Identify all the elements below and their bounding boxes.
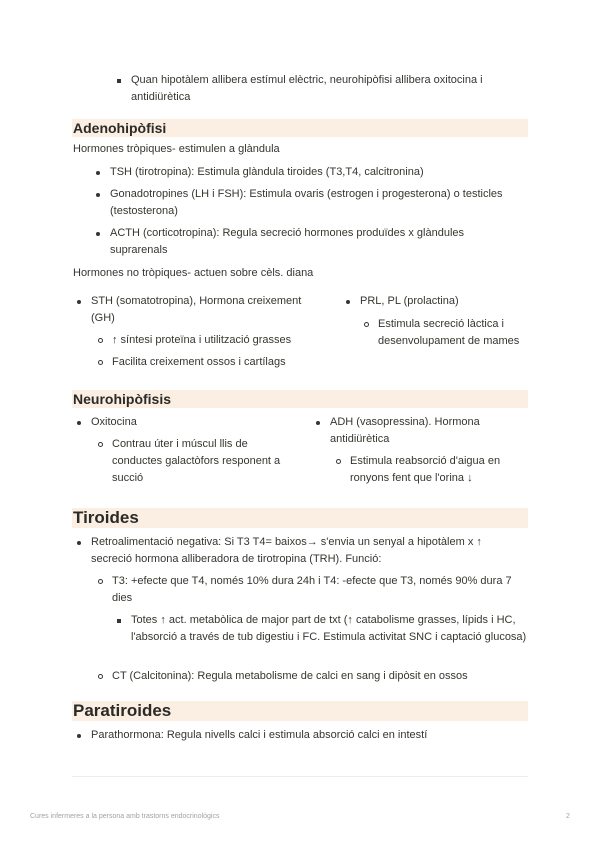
list-item-ct: CT (Calcitonina): Regula metabolisme de calci en sang i dipòsit en ossos — [112, 668, 527, 685]
list-item-t3: T3: +efecte que T4, només 10% dura 24h i T4: -efecte que T3, només 90% dura 7 dies — [112, 573, 527, 607]
list-item-prl: PRL, PL (prolactina) — [360, 293, 525, 310]
list-item-sth-sub-1: ↑ síntesi proteïna i utilització grasses — [112, 332, 327, 349]
list-item-prl-sub-1: Estimula secreció làctica i desenvolupament de mames — [378, 316, 530, 350]
list-item-totes: Totes ↑ act. metabòlica de major part de txt (↑ catabolisme grasses, lípids i HC, l'absorció a través de tub digestiu i FC. Estimula activitat SNC i captació glucosa) — [131, 612, 528, 646]
heading-adenohipofisi: Adenohipòfisi — [72, 119, 528, 137]
footer-page-number: 2 — [566, 813, 570, 820]
list-item-adh: ADH (vasopressina). Hormona antidiürètica — [330, 414, 520, 448]
list-item-gonadotropines: Gonadotropines (LH i FSH): Estimula ovaris (estrogen i progesterona) o testicles (testosterona) — [110, 186, 515, 220]
footer-title: Cures infermeres a la persona amb trastorns endocrinològics — [30, 813, 220, 820]
list-item-parathormona: Parathormona: Regula nivells calci i estimula absorció calci en intestí — [91, 727, 521, 744]
list-item-sth: STH (somatotropina), Hormona creixement (GH) — [91, 293, 323, 327]
tropiques-heading: Hormones tròpiques- estimulen a glàndula — [73, 143, 280, 155]
heading-neurohipofisis: Neurohipòfisis — [72, 390, 528, 408]
list-item-oxitocina-sub-1: Contrau úter i múscul llis de conductes galactòfors responent a succió — [112, 436, 292, 487]
divider — [72, 776, 528, 777]
list-item-adh-sub-1: Estimula reabsorció d'aigua en ronyons fent que l'orina ↓ — [350, 453, 525, 487]
list-item-oxitocina: Oxitocina — [91, 414, 291, 431]
list-item-sth-sub-2: Facilita creixement ossos i cartílags — [112, 354, 327, 371]
heading-paratiroides: Paratiroides — [72, 701, 528, 721]
no-tropiques-heading: Hormones no tròpiques- actuen sobre cèls. diana — [73, 267, 314, 279]
heading-tiroides: Tiroides — [72, 508, 528, 528]
list-item-acth: ACTH (corticotropina): Regula secreció hormones produïdes x glàndules suprarenals — [110, 225, 510, 259]
intro-item: Quan hipotàlem allibera estímul elèctric, neurohipòfisi allibera oxitocina i antidiürètica — [131, 72, 521, 106]
list-item-retroalimentacio: Retroalimentació negativa: Si T3 T4= baixos→ s'envia un senyal a hipotàlem x ↑ secreció hormona alliberadora de tirotropina (TRH). Funció: — [91, 534, 521, 568]
list-item-tsh: TSH (tirotropina): Estimula glàndula tiroides (T3,T4, calcitronina) — [110, 164, 525, 181]
